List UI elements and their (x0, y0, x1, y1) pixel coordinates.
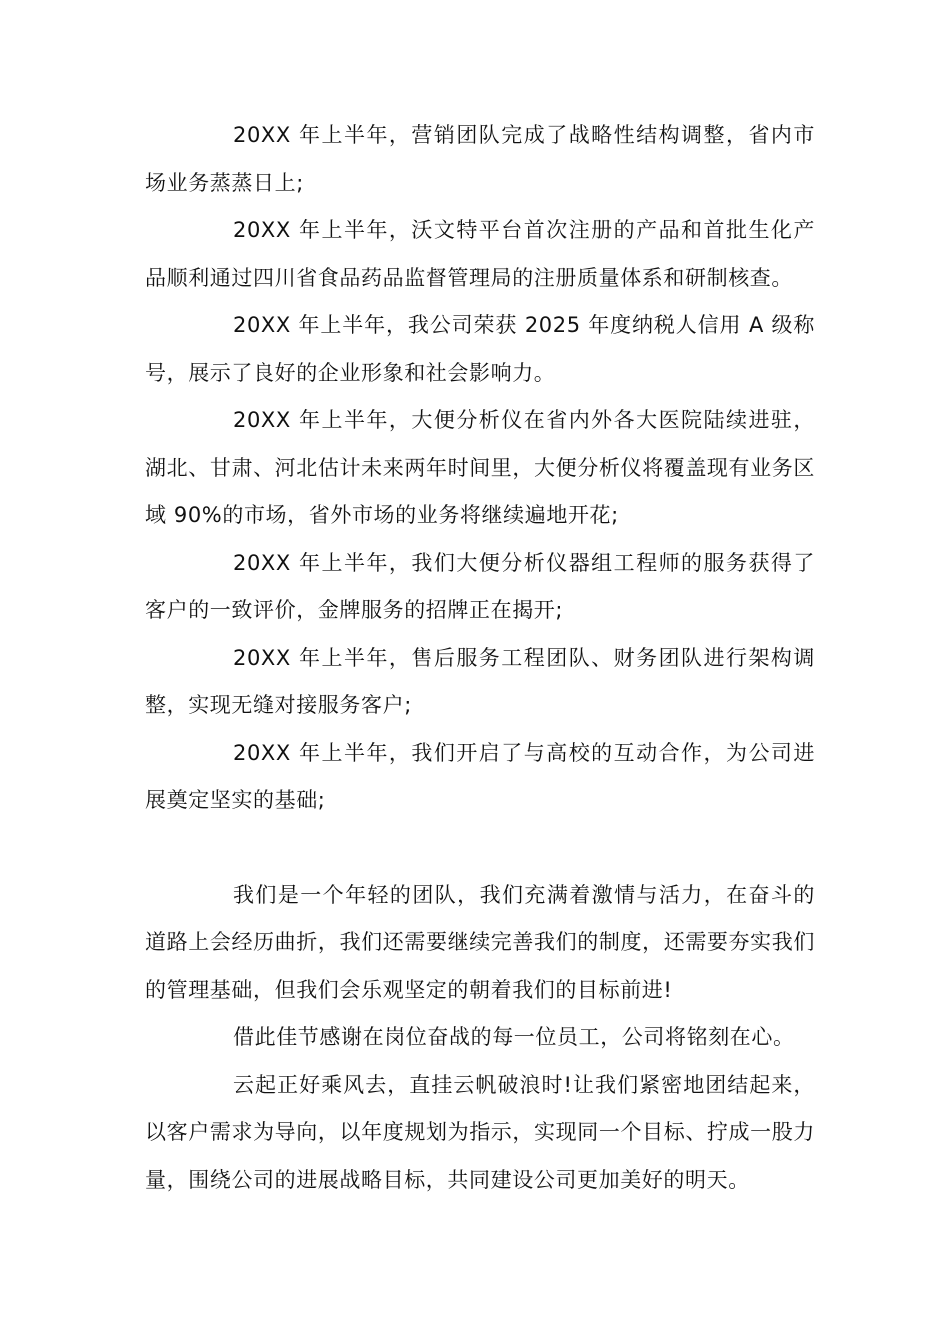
achievement-paragraph-3: 20XX 年上半年，我公司荣获 2025 年度纳税人信用 A 级称号，展示了良好的企业形象和社会影响力。 (145, 313, 815, 385)
achievement-paragraph-2: 20XX 年上半年，沃文特平台首次注册的产品和首批生化产品顺利通过四川省食品药品监督管理局的注册质量体系和研制核查。 (145, 218, 815, 290)
paragraph-spacer (145, 825, 815, 872)
achievement-paragraph-4: 20XX 年上半年，大便分析仪在省内外各大医院陆续进驻，湖北、甘肃、河北估计未来两年时间里，大便分析仪将覆盖现有业务区域 90%的市场，省外市场的业务将继续遍地开花; (145, 408, 815, 527)
closing-paragraph-3: 云起正好乘风去，直挂云帆破浪时!让我们紧密地团结起来，以客户需求为导向，以年度规划为指示，实现同一个目标、拧成一股力量，围绕公司的进展战略目标，共同建设公司更加美好的明天。 (145, 1072, 815, 1192)
achievement-paragraph-6: 20XX 年上半年，售后服务工程团队、财务团队进行架构调整，实现无缝对接服务客户; (145, 645, 815, 717)
document-body (145, 112, 815, 1204)
closing-paragraph-1: 我们是一个年轻的团队，我们充满着激情与活力，在奋斗的道路上会经历曲折，我们还需要继续完善我们的制度，还需要夯实我们的管理基础，但我们会乐观坚定的朝着我们的目标前进! (145, 882, 815, 1002)
achievement-paragraph-1: 20XX 年上半年，营销团队完成了战略性结构调整，省内市场业务蒸蒸日上; (145, 123, 815, 195)
achievement-paragraph-7: 20XX 年上半年，我们开启了与高校的互动合作，为公司进展奠定坚实的基础; (145, 740, 815, 812)
closing-paragraph-2: 借此佳节感谢在岗位奋战的每一位员工，公司将铭刻在心。 (233, 1025, 795, 1049)
achievement-paragraph-5: 20XX 年上半年，我们大便分析仪器组工程师的服务获得了客户的一致评价，金牌服务的招牌正在揭开; (145, 550, 815, 622)
